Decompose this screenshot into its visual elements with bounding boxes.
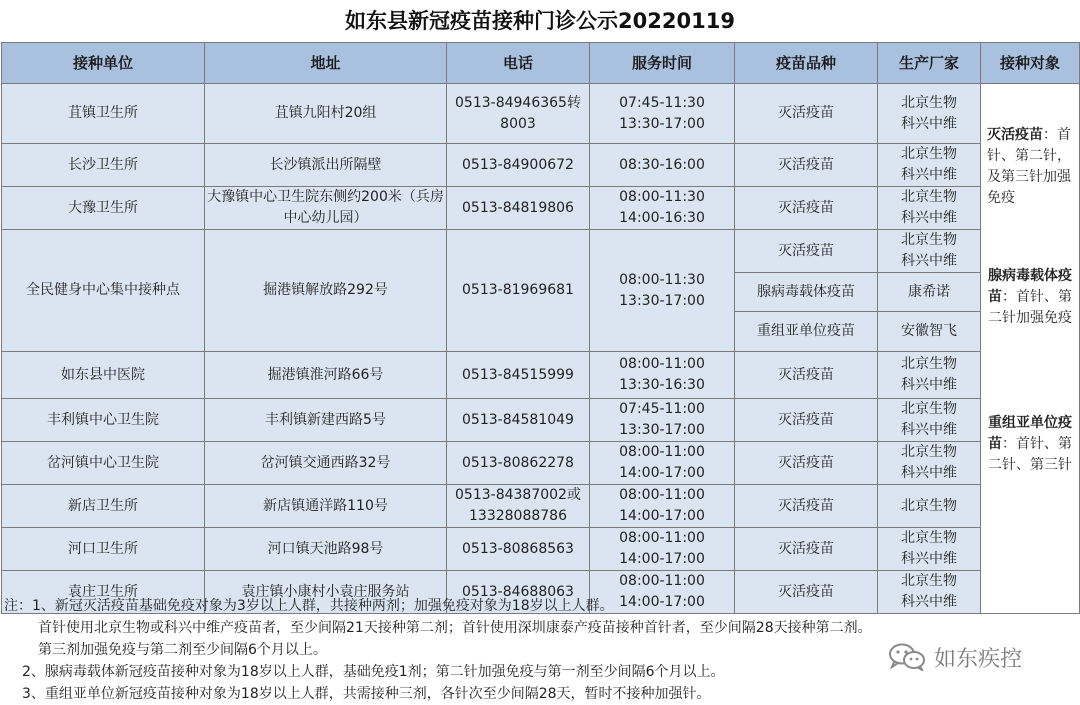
cell-line: 科兴中维	[901, 253, 957, 269]
cell-line: 08:00-11:00	[619, 487, 705, 503]
cell-line: 0513-84946365转	[455, 94, 581, 111]
table-row	[2, 84, 1080, 144]
unit-cell: 新店卫生所	[2, 485, 205, 528]
cell-line: 14:00-17:00	[619, 551, 705, 567]
target-group-text: ：首针、第二针，及第三针加强免疫	[987, 127, 1071, 206]
manufacturer-cell	[878, 485, 981, 528]
header-target-group: 接种对象	[981, 43, 1080, 84]
vaccine-type-cell: 灭活疫苗	[735, 84, 878, 144]
cell-line: 08:00-11:00	[619, 356, 705, 372]
header-manufacturer: 生产厂家	[878, 43, 981, 84]
cell-line: 0513-84900672	[462, 156, 574, 173]
page-title: 如东县新冠疫苗接种门诊公示20220119	[345, 9, 735, 33]
phone-cell	[447, 230, 590, 352]
manufacturer-cell	[878, 187, 981, 230]
phone-cell	[447, 84, 590, 144]
target-group-label: 腺病毒载体疫苗	[988, 268, 1072, 305]
target-group-text: ：首针、第二针、第三针	[988, 436, 1072, 473]
manufacturer-cell	[878, 84, 981, 144]
header-service-time: 服务时间	[590, 43, 735, 84]
table-row	[2, 144, 1080, 187]
cell-line: 北京生物	[901, 573, 957, 589]
cell-line: 北京生物	[901, 356, 957, 372]
cell-line: 安徽智飞	[901, 323, 957, 339]
address-cell: 掘港镇淮河路66号	[205, 352, 447, 399]
cell-line: 北京生物	[901, 401, 957, 417]
cell-line: 08:00-11:30	[619, 271, 705, 288]
cell-line: 14:00-17:00	[619, 508, 705, 524]
manufacturer-cell	[878, 230, 981, 273]
vaccine-type-cell: 灭活疫苗	[735, 352, 878, 399]
time-cell	[590, 528, 735, 571]
manufacturer-cell	[878, 442, 981, 485]
target-group-text: ：首针、第二针加强免疫	[988, 289, 1072, 326]
note-line: 首针使用北京生物或科兴中维产疫苗者，至少间隔21天接种第二剂；首针使用深圳康泰产疫苗接种首针者，至少间隔28天接种第二剂。	[38, 620, 872, 636]
vaccination-schedule-table	[1, 42, 1080, 614]
time-cell	[590, 352, 735, 399]
cell-line: 北京生物	[901, 94, 957, 111]
cell-line: 0513-84688063	[462, 583, 574, 600]
note-line: 第三剂加强免疫与第二剂至少间隔6个月以上。	[38, 642, 327, 658]
target-group-label: 重组亚单位疫苗	[988, 415, 1072, 452]
cell-line: 0513-84581049	[462, 411, 574, 428]
header-vaccine-type: 疫苗品种	[735, 43, 878, 84]
phone-cell	[447, 352, 590, 399]
cell-line: 14:00-17:00	[619, 465, 705, 481]
cell-line: 北京生物	[901, 232, 957, 248]
cell-line: 科兴中维	[901, 465, 957, 481]
target-group-item	[987, 266, 1073, 329]
address-cell: 掘港镇解放路292号	[205, 230, 447, 352]
table-row	[2, 187, 1080, 230]
unit-cell: 袁庄卫生所	[2, 571, 205, 614]
vaccine-type-cell: 灭活疫苗	[735, 399, 878, 442]
cell-line: 08:00-11:00	[619, 530, 705, 546]
time-cell	[590, 187, 735, 230]
vaccine-type-cell: 灭活疫苗	[735, 442, 878, 485]
watermark-text: 如东疾控	[934, 646, 1023, 672]
phone-cell	[447, 528, 590, 571]
time-cell	[590, 230, 735, 352]
table-row	[2, 528, 1080, 571]
manufacturer-cell	[878, 144, 981, 187]
target-group-item	[987, 125, 1073, 209]
phone-cell	[447, 144, 590, 187]
address-cell: 丰利镇新建西路5号	[205, 399, 447, 442]
target-group-label: 灭活疫苗	[987, 127, 1043, 143]
phone-cell	[447, 187, 590, 230]
vaccine-type-cell: 灭活疫苗	[735, 230, 878, 273]
cell-line: 0513-80868563	[462, 540, 574, 557]
note-line: 注：1、新冠灭活疫苗基础免疫对象为3岁以上人群，共接种两剂；加强免疫对象为18岁以上人群。	[4, 598, 614, 614]
address-cell: 苴镇九阳村20组	[205, 84, 447, 144]
cell-line: 科兴中维	[901, 551, 957, 567]
cell-line: 科兴中维	[901, 115, 957, 132]
cell-line: 北京生物	[901, 530, 957, 546]
unit-cell: 河口卫生所	[2, 528, 205, 571]
address-cell: 河口镇天池路98号	[205, 528, 447, 571]
time-cell	[590, 399, 735, 442]
unit-cell: 岔河镇中心卫生院	[2, 442, 205, 485]
header-phone: 电话	[447, 43, 590, 84]
manufacturer-cell	[878, 312, 981, 352]
vaccine-type-cell: 灭活疫苗	[735, 485, 878, 528]
note-line: 2、腺病毒载体新冠疫苗接种对象为18岁以上人群，基础免疫1剂；第二针加强免疫与第一剂至少间隔6个月以上。	[22, 664, 725, 680]
address-cell: 新店镇通洋路110号	[205, 485, 447, 528]
time-cell	[590, 442, 735, 485]
manufacturer-cell	[878, 528, 981, 571]
note-line: 3、重组亚单位新冠疫苗接种对象为18岁以上人群，共需接种三剂，各针次至少间隔28天，暂时不接种加强针。	[22, 686, 711, 702]
cell-line: 科兴中维	[901, 377, 957, 393]
cell-line: 13:30-17:00	[619, 422, 705, 438]
address-cell: 岔河镇交通西路32号	[205, 442, 447, 485]
time-cell	[590, 485, 735, 528]
cell-line: 康希诺	[908, 283, 950, 300]
cell-line: 0513-81969681	[462, 282, 574, 298]
cell-line: 科兴中维	[901, 594, 957, 610]
unit-cell: 大豫卫生所	[2, 187, 205, 230]
unit-cell: 苴镇卫生所	[2, 84, 205, 144]
target-group-item	[987, 413, 1073, 476]
cell-line: 07:45-11:00	[619, 401, 705, 417]
cell-line: 0513-84515999	[462, 366, 574, 383]
cell-line: 13328088786	[469, 508, 567, 524]
cell-line: 北京生物	[901, 189, 957, 205]
cell-line: 科兴中维	[901, 210, 957, 226]
vaccine-type-cell: 灭活疫苗	[735, 571, 878, 614]
unit-cell: 全民健身中心集中接种点	[2, 230, 205, 352]
cell-line: 北京生物	[901, 444, 957, 460]
table-row	[2, 442, 1080, 485]
address-cell: 长沙镇派出所隔壁	[205, 144, 447, 187]
cell-line: 0513-84387002或	[455, 487, 581, 503]
table-row	[2, 399, 1080, 442]
time-cell	[590, 144, 735, 187]
cell-line: 08:00-11:30	[619, 189, 705, 205]
header-address: 地址	[205, 43, 447, 84]
cell-line: 8003	[500, 115, 536, 132]
vaccine-type-cell: 灭活疫苗	[735, 187, 878, 230]
cell-line: 北京生物	[901, 146, 957, 162]
vaccine-type-cell: 灭活疫苗	[735, 144, 878, 187]
unit-cell: 丰利镇中心卫生院	[2, 399, 205, 442]
vaccine-type-cell: 腺病毒载体疫苗	[735, 273, 878, 312]
vaccine-type-cell: 重组亚单位疫苗	[735, 312, 878, 352]
table-row	[2, 485, 1080, 528]
cell-line: 科兴中维	[901, 167, 957, 183]
vaccine-type-cell: 灭活疫苗	[735, 528, 878, 571]
cell-line: 科兴中维	[901, 422, 957, 438]
phone-cell	[447, 442, 590, 485]
manufacturer-cell	[878, 352, 981, 399]
phone-cell	[447, 399, 590, 442]
table-row	[2, 352, 1080, 399]
address-cell: 袁庄镇小康村小袁庄服务站	[205, 571, 447, 614]
cell-line: 0513-80862278	[462, 454, 574, 471]
target-group-cell	[981, 84, 1080, 614]
table-row	[2, 230, 1080, 273]
cell-line: 北京生物	[901, 497, 957, 514]
header-unit: 接种单位	[2, 43, 205, 84]
cell-line: 0513-84819806	[462, 199, 574, 216]
cell-line: 14:00-16:30	[619, 210, 705, 226]
cell-line: 08:00-11:00	[619, 573, 705, 589]
watermark	[888, 642, 1022, 672]
cell-line: 13:30-16:30	[619, 377, 705, 393]
cell-line: 13:30-17:00	[619, 115, 705, 132]
cell-line: 13:30-17:00	[619, 292, 705, 309]
time-cell	[590, 84, 735, 144]
wechat-icon	[888, 643, 926, 671]
manufacturer-cell	[878, 273, 981, 312]
cell-line: 08:30-16:00	[619, 156, 705, 173]
phone-cell	[447, 485, 590, 528]
cell-line: 07:45-11:30	[619, 94, 705, 111]
unit-cell: 长沙卫生所	[2, 144, 205, 187]
cell-line: 14:00-17:00	[619, 594, 705, 610]
unit-cell: 如东县中医院	[2, 352, 205, 399]
address-cell: 大豫镇中心卫生院东侧约200米（兵房中心幼儿园）	[205, 187, 447, 230]
cell-line: 08:00-11:00	[619, 444, 705, 460]
table-header-row	[2, 43, 1080, 84]
manufacturer-cell	[878, 399, 981, 442]
